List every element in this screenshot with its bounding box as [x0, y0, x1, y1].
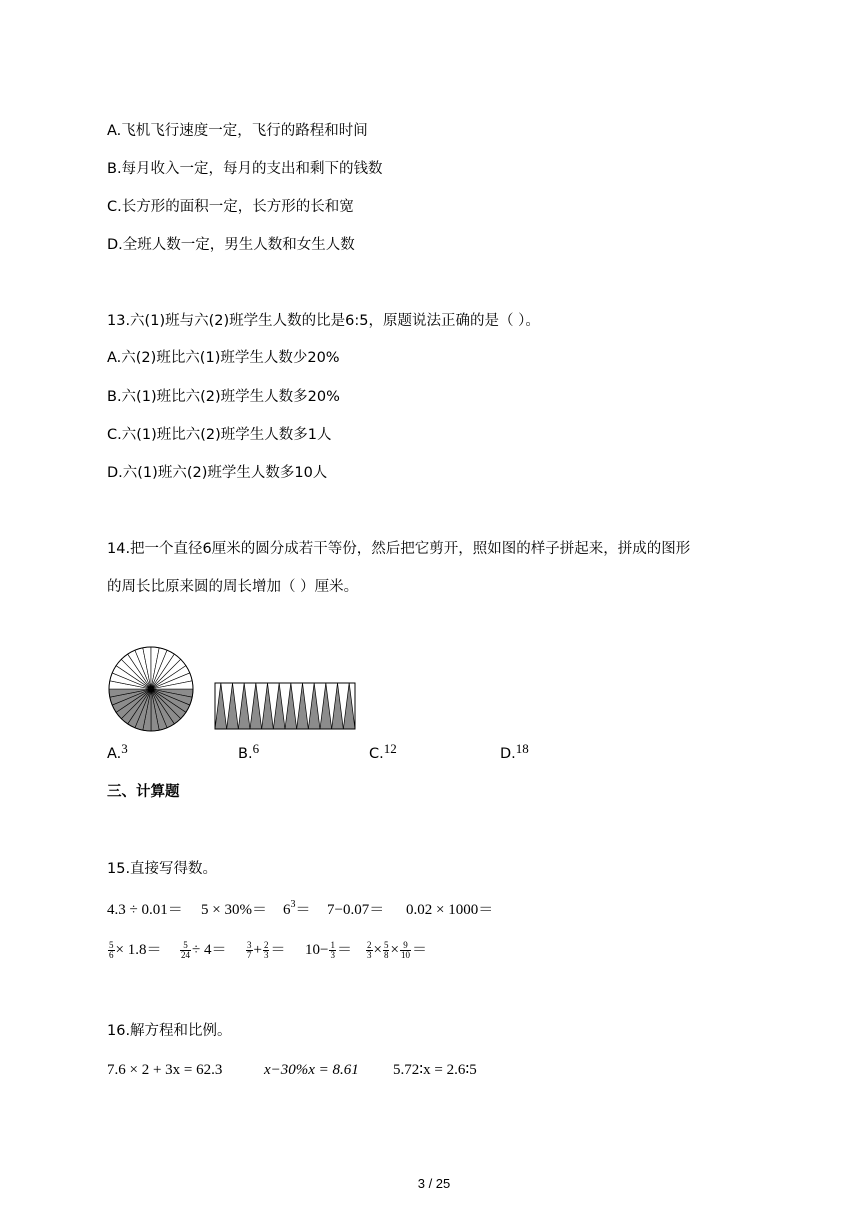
- q15-r1-t5: 0.02 × 1000＝: [406, 902, 494, 918]
- q16-eq1: 7.6 × 2 + 3x = 62.3: [107, 1062, 223, 1078]
- q15-r2-t4: 10− $\frac{1}{3}$ ＝: [305, 940, 352, 961]
- q15-r1-t4: 7−0.07＝: [327, 902, 385, 918]
- triangle-strip: [215, 683, 355, 729]
- q15-r1-t2: 5 × 30%＝: [201, 902, 267, 918]
- q16-eq2: x−30%x = 8.61: [264, 1062, 359, 1078]
- section-title: 三、计算题: [107, 784, 180, 800]
- fraction: $\frac{5}{6}$: [109, 940, 114, 961]
- q15-r2-t1: $\frac{5}{6}$ × 1.8＝: [109, 940, 162, 961]
- page-number: 3 / 25: [417, 1176, 451, 1191]
- fraction: $\frac{9}{10}$: [400, 940, 410, 961]
- q15-r2-t5: $\frac{2}{3}$ × $\frac{5}{8}$ × $\frac{9}{10}$ ＝: [367, 940, 427, 961]
- fraction: $\frac{5}{24}$: [181, 940, 190, 961]
- q15-r2-t3: $\frac{3}{7}$ + $\frac{2}{3}$ ＝: [247, 940, 286, 961]
- sector-circle: [109, 647, 193, 731]
- q13-stem: 13.六(1)班与六(2)班学生人数的比是6:5，原题说法正确的是（ ）。: [107, 313, 540, 329]
- q13-option-c: C.六(1)班比六(2)班学生人数多1人: [107, 427, 332, 443]
- fraction: $\frac{5}{8}$: [383, 940, 389, 961]
- q12-option-d: D.全班人数一定，男生人数和女生人数: [107, 237, 355, 253]
- q15-r2-t2: $\frac{5}{24}$ ÷ 4＝: [181, 940, 227, 961]
- q13-option-b: B.六(1)班比六(2)班学生人数多20%: [107, 389, 340, 405]
- q15-stem: 15.直接写得数。: [107, 861, 218, 877]
- q14-options-row: [107, 741, 707, 766]
- q13-option-d: D.六(1)班六(2)班学生人数多10人: [107, 465, 328, 481]
- q15-row1: [107, 900, 707, 922]
- q12-option-c: C.长方形的面积一定，长方形的长和宽: [107, 199, 354, 215]
- q14-option-a: A.3: [107, 741, 128, 762]
- q14-stem-line1: 14.把一个直径6厘米的圆分成若干等份，然后把它剪开，照如图的样子拼起来，拼成的图形: [107, 541, 691, 557]
- q14-option-b: B.6: [238, 741, 260, 762]
- q16-eq3: 5.72∶x = 2.6∶5: [393, 1062, 477, 1078]
- q15-row2: [107, 940, 707, 968]
- q14-option-d: D.18: [500, 741, 529, 762]
- q13-option-a: A.六(2)班比六(1)班学生人数少20%: [107, 350, 340, 366]
- q14-stem-line2: 的周长比原来圆的周长增加（ ）厘米。: [107, 579, 359, 595]
- q12-option-a: A.飞机飞行速度一定，飞行的路程和时间: [107, 123, 368, 139]
- fraction: $\frac{2}{3}$: [367, 940, 372, 961]
- q16-stem: 16.解方程和比例。: [107, 1023, 232, 1039]
- q16-row: [107, 1060, 707, 1082]
- q15-r1-t3: $6^3=$: [283, 899, 311, 918]
- fraction: $\frac{1}{3}$: [330, 940, 335, 961]
- q14-figure: [105, 643, 365, 735]
- fraction: $\frac{2}{3}$: [263, 940, 269, 961]
- q15-r1-t1: 4.3 ÷ 0.01＝: [107, 902, 183, 918]
- fraction: $\frac{3}{7}$: [247, 940, 252, 961]
- q12-option-b: B.每月收入一定，每月的支出和剩下的钱数: [107, 161, 383, 177]
- q14-option-c: C.12: [369, 741, 397, 762]
